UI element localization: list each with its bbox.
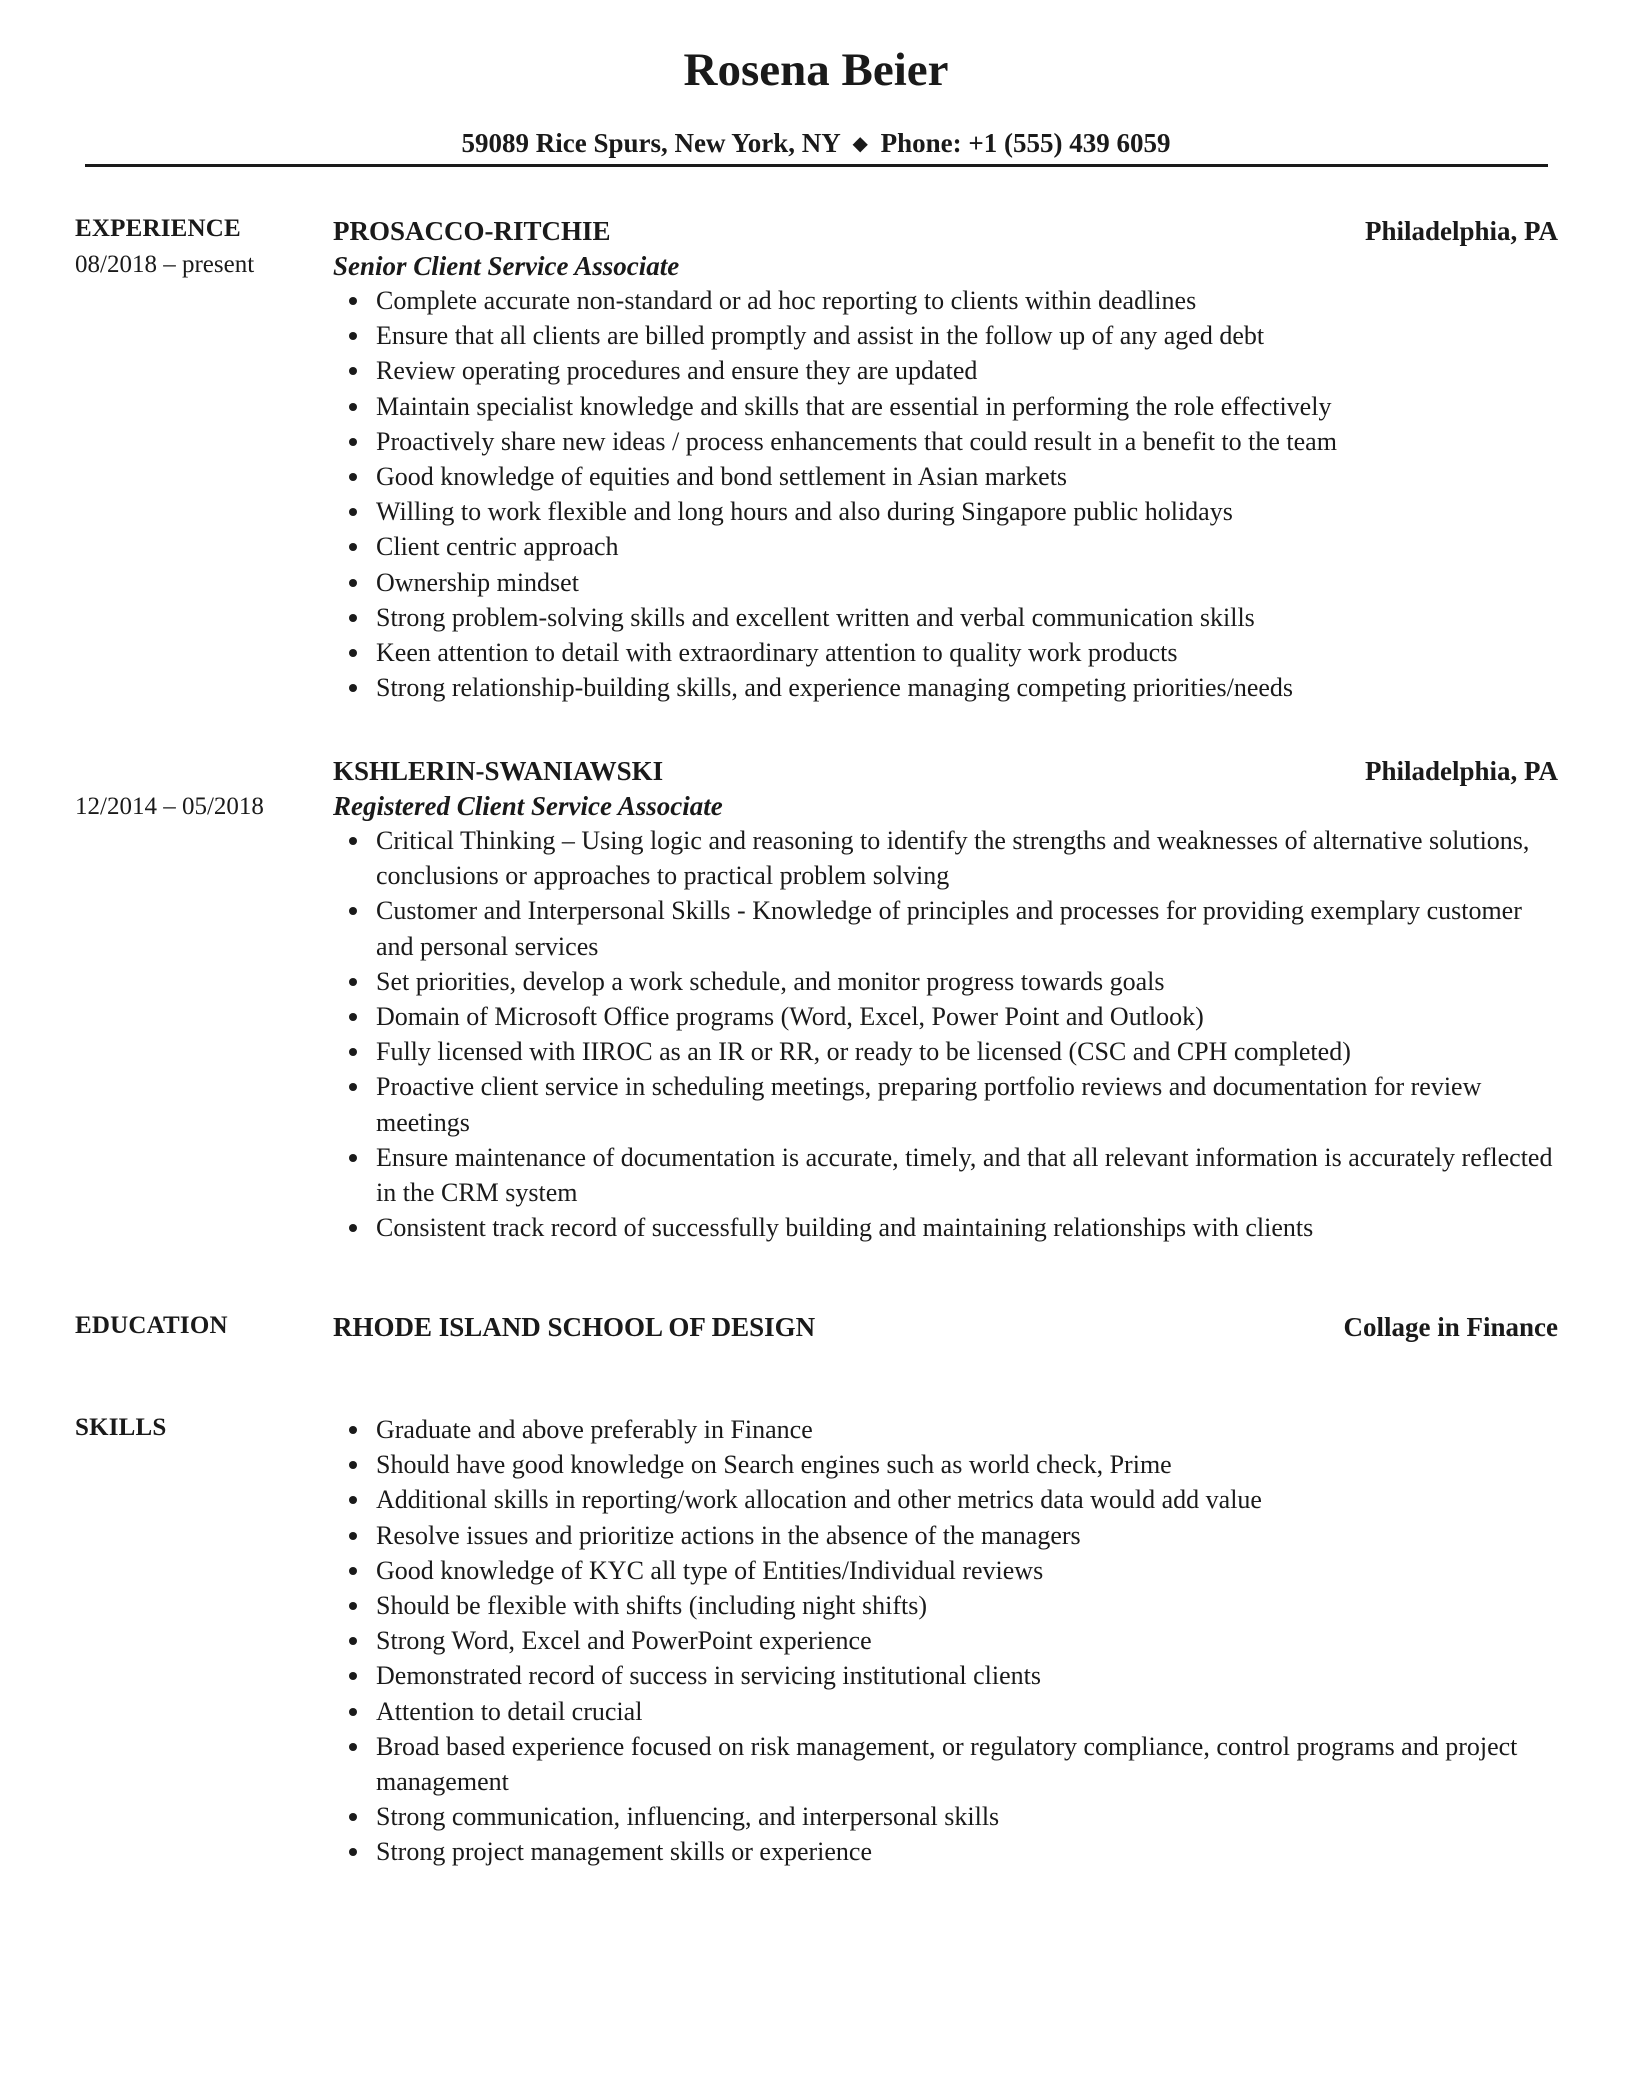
experience-2-bullet: Fully licensed with IIROC as an IR or RR, or ready to be licensed (CSC and CPH completed) [333,1034,1558,1069]
diamond-separator-icon: ◆ [852,133,868,155]
skill-item: Demonstrated record of success in servicing institutional clients [333,1658,1558,1693]
experience-1-location: Philadelphia, PA [1364,216,1558,246]
skill-item: Resolve issues and prioritize actions in the absence of the managers [333,1518,1558,1553]
education-header [333,1309,1558,1345]
experience-1-bullet: Willing to work flexible and long hours and also during Singapore public holidays [333,494,1558,529]
skills-heading: SKILLS [75,1414,167,1441]
experience-1-bullet: Proactively share new ideas / process enhancements that could result in a benefit to the team [333,424,1558,459]
phone: Phone: +1 (555) 439 6059 [880,128,1171,158]
skills-entry [333,1412,1558,1870]
experience-2-header [333,753,1558,789]
experience-1-bullet: Strong problem-solving skills and excellent written and verbal communication skills [333,600,1558,635]
experience-2-bullet: Ensure maintenance of documentation is accurate, timely, and that all relevant information is accurately reflected in the CRM system [333,1140,1558,1210]
experience-2-company: KSHLERIN-SWANIAWSKI [333,756,664,786]
education-degree: Collage in Finance [1343,1312,1558,1342]
skill-item: Strong Word, Excel and PowerPoint experience [333,1623,1558,1658]
experience-2-bullet: Critical Thinking – Using logic and reasoning to identify the strengths and weaknesses of alternative solutions, conclusions or approaches to practical problem solving [333,823,1558,893]
candidate-name: Rosena Beier [683,44,949,96]
experience-entry-2 [333,753,1558,1245]
skill-item: Graduate and above preferably in Finance [333,1412,1558,1447]
experience-2-location: Philadelphia, PA [1364,756,1558,786]
skill-item: Attention to detail crucial [333,1694,1558,1729]
experience-2-bullet: Proactive client service in scheduling meetings, preparing portfolio reviews and documentation for review meetings [333,1069,1558,1139]
skill-item: Should be flexible with shifts (including night shifts) [333,1588,1558,1623]
experience-1-company: PROSACCO-RITCHIE [333,216,611,246]
experience-2-bullet: Customer and Interpersonal Skills - Knowledge of principles and processes for providing exemplary customer and personal services [333,893,1558,963]
address: 59089 Rice Spurs, New York, NY [461,128,840,158]
experience-1-bullet: Complete accurate non-standard or ad hoc reporting to clients within deadlines [333,283,1558,318]
experience-1-bullet: Client centric approach [333,529,1558,564]
experience-heading: EXPERIENCE [75,215,241,242]
education-school: RHODE ISLAND SCHOOL OF DESIGN [333,1312,816,1342]
experience-1-bullet: Good knowledge of equities and bond settlement in Asian markets [333,459,1558,494]
skill-item: Additional skills in reporting/work allocation and other metrics data would add value [333,1482,1558,1517]
contact-line [0,126,1632,163]
experience-1-bullet: Keen attention to detail with extraordinary attention to quality work products [333,635,1558,670]
skill-item: Strong project management skills or experience [333,1834,1558,1869]
experience-2-bullet: Consistent track record of successfully building and maintaining relationships with clients [333,1210,1558,1245]
education-entry [333,1309,1558,1345]
education-heading: EDUCATION [75,1312,228,1339]
experience-2-dates: 12/2014 – 05/2018 [75,793,264,820]
experience-2-bullet: Domain of Microsoft Office programs (Word, Excel, Power Point and Outlook) [333,999,1558,1034]
experience-1-bullet: Review operating procedures and ensure they are updated [333,353,1558,388]
skill-item: Broad based experience focused on risk management, or regulatory compliance, control programs and project management [333,1729,1558,1799]
skill-item: Should have good knowledge on Search engines such as world check, Prime [333,1447,1558,1482]
skill-item: Good knowledge of KYC all type of Entities/Individual reviews [333,1553,1558,1588]
experience-1-bullet: Ensure that all clients are billed promptly and assist in the follow up of any aged debt [333,318,1558,353]
experience-1-bullet: Ownership mindset [333,565,1558,600]
experience-1-title: Senior Client Service Associate [333,251,680,281]
experience-1-bullets [333,283,1558,705]
experience-1-bullet: Strong relationship-building skills, and experience managing competing priorities/needs [333,670,1558,705]
skill-item: Strong communication, influencing, and interpersonal skills [333,1799,1558,1834]
header-divider [85,164,1548,167]
skills-bullets [333,1412,1558,1870]
experience-2-title: Registered Client Service Associate [333,791,723,821]
experience-2-bullets [333,823,1558,1245]
experience-1-header [333,213,1558,249]
experience-1-dates: 08/2018 – present [75,251,255,278]
experience-2-bullet: Set priorities, develop a work schedule, and monitor progress towards goals [333,964,1558,999]
experience-1-bullet: Maintain specialist knowledge and skills that are essential in performing the role effectively [333,389,1558,424]
experience-entry-1 [333,213,1558,705]
